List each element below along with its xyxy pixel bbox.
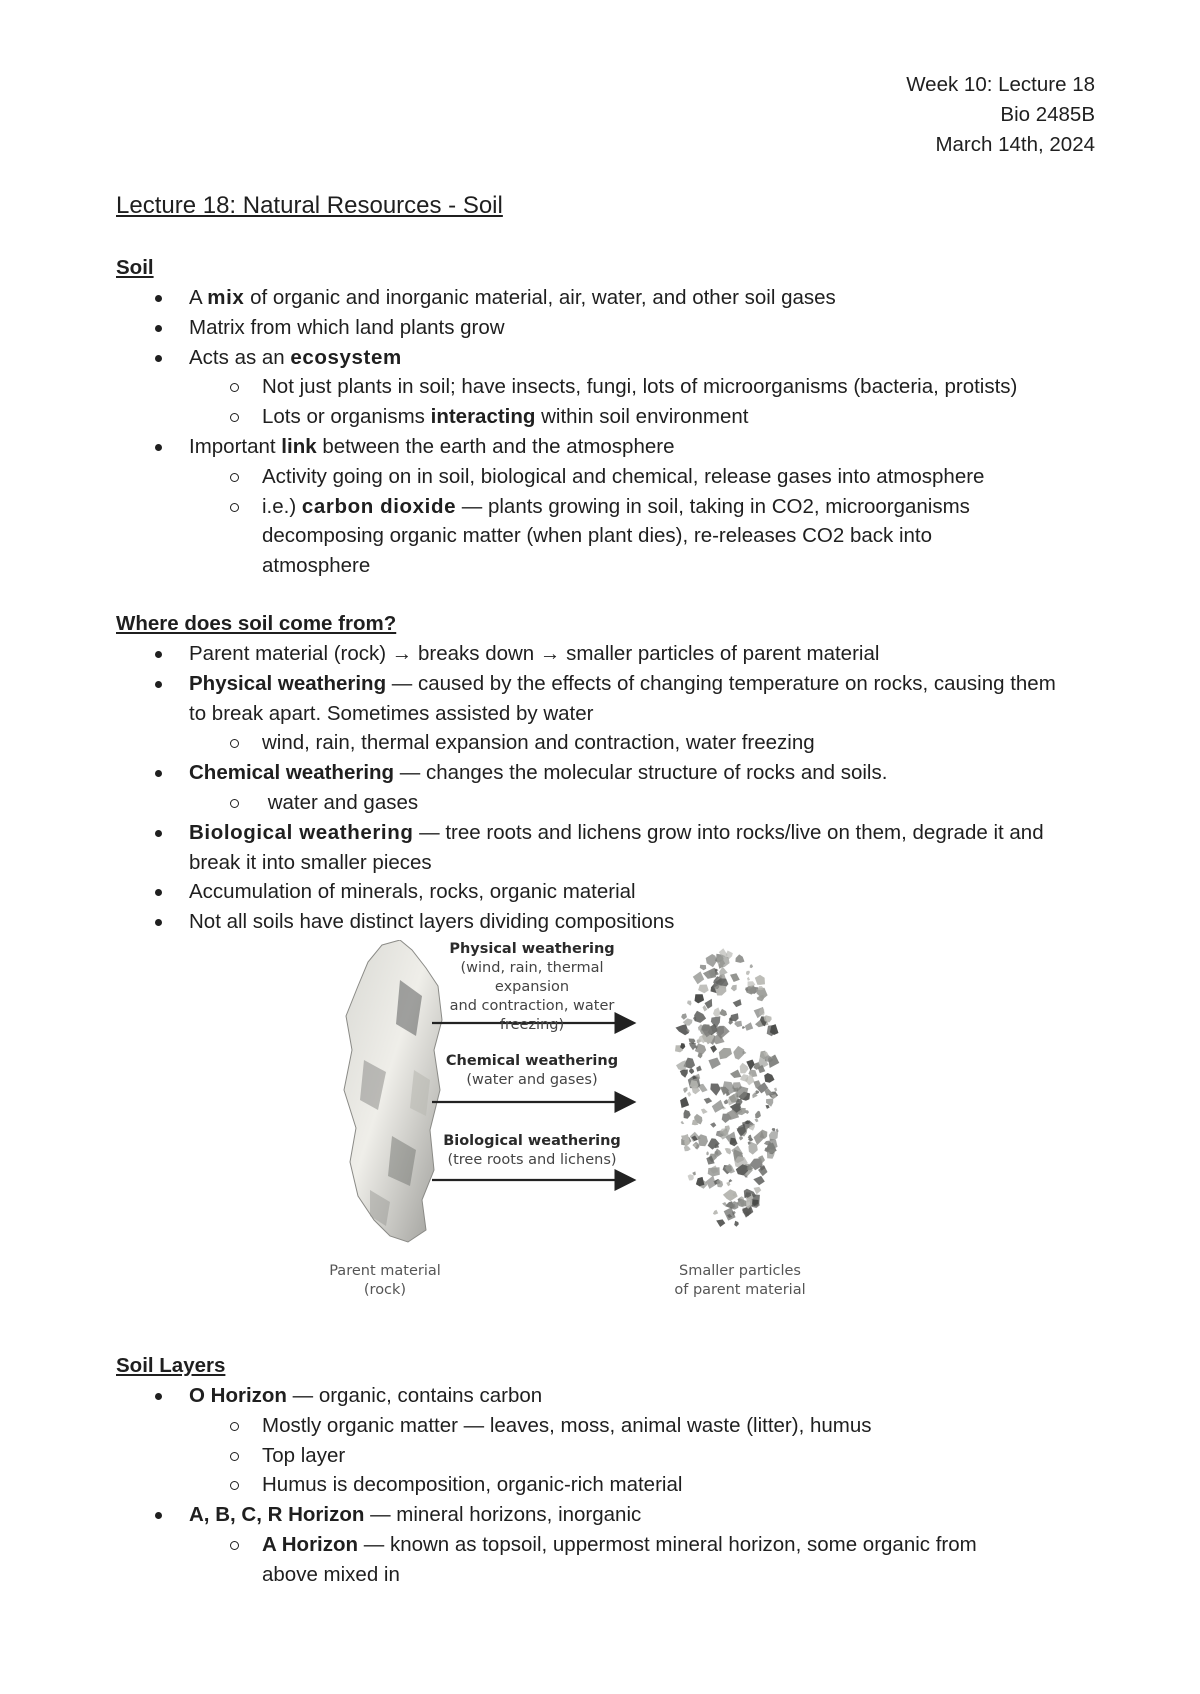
rock-particle xyxy=(700,965,706,970)
course-line: Bio 2485B xyxy=(1000,103,1095,126)
rock-particle xyxy=(696,1177,705,1186)
section-soil-origin xyxy=(116,609,1096,937)
sub-list-item: Activity going on in soil, biological and chemical, release gases into atmosphere xyxy=(189,462,1096,492)
section-soil-layers xyxy=(116,1351,1096,1590)
rock-particle xyxy=(755,1111,761,1118)
sub-list-item: Lots or organisms interacting within soil environment xyxy=(189,402,1096,432)
rock-particle xyxy=(710,1084,720,1096)
sub-list-item: Top layer xyxy=(189,1441,1096,1471)
list-item: Not all soils have distinct layers dividing compositions xyxy=(116,907,1096,937)
rock-particle xyxy=(747,977,750,981)
list-item: Parent material (rock) → breaks down → smaller particles of parent material xyxy=(116,639,1096,669)
rock-particle xyxy=(704,1098,713,1104)
label-biological: Biological weathering (tree roots and lichens) xyxy=(443,1133,621,1168)
rock-particle xyxy=(719,1048,732,1059)
rock-particle xyxy=(764,1073,774,1083)
rock-particle xyxy=(755,1090,759,1094)
rock-particle xyxy=(710,1045,717,1053)
rock-particle xyxy=(698,1134,708,1146)
rock-particle xyxy=(689,1043,696,1050)
rock-particle xyxy=(713,1007,721,1017)
rock-particle xyxy=(713,1210,718,1215)
rock-particle xyxy=(688,1174,694,1180)
rock-particle xyxy=(730,1070,741,1079)
rock-particle xyxy=(716,1219,725,1227)
list-item: Chemical weathering — changes the molecular structure of rocks and soils. water and gases xyxy=(116,758,1096,818)
rock-particle xyxy=(730,1013,739,1021)
sub-list-item: Not just plants in soil; have insects, fungi, lots of microorganisms (bacteria, protists) xyxy=(189,372,1096,402)
weathering-figure xyxy=(330,940,830,1320)
caption-parent-material: Parent material (rock) xyxy=(329,1263,441,1298)
rock-particle xyxy=(676,1060,686,1071)
rock-particle xyxy=(733,1046,744,1060)
rock-particle xyxy=(754,1187,762,1195)
rock-particle xyxy=(724,1099,729,1104)
rock-particle xyxy=(714,1149,722,1157)
rock-particle xyxy=(689,1068,694,1074)
rock-particle xyxy=(684,1110,691,1119)
rock-particle xyxy=(766,1105,770,1109)
rock-particle xyxy=(694,1011,706,1023)
rock-particle xyxy=(703,968,716,979)
rock-particle xyxy=(698,985,709,994)
rock-particle xyxy=(680,1097,689,1108)
sub-list xyxy=(116,788,1096,818)
list-item: O Horizon — organic, contains carbon Mostly organic matter — leaves, moss, animal waste (litter), humus Top layer Humus is decomposition, organic-rich material xyxy=(116,1381,1096,1500)
sub-list-item: Humus is decomposition, organic-rich material xyxy=(189,1470,1096,1500)
date-line: March 14th, 2024 xyxy=(935,133,1095,156)
rock-particle xyxy=(735,954,744,963)
rock-particle xyxy=(755,975,765,985)
rock-particle xyxy=(753,1176,765,1185)
rock-particle xyxy=(774,1088,777,1092)
rock-particle xyxy=(698,1053,703,1059)
origin-list xyxy=(116,639,1096,937)
rock-particle xyxy=(708,1167,720,1176)
rock-particle xyxy=(712,1100,724,1113)
rock-particle xyxy=(734,1021,742,1027)
page-title: Lecture 18: Natural Resources - Soil xyxy=(116,192,503,219)
list-item: Acts as an ecosystem Not just plants in soil; have insects, fungi, lots of microorganisms (bacteria, protists) Lots or organisms interacting within soil environment xyxy=(116,343,1096,432)
rock-particle xyxy=(708,1058,720,1070)
sub-list xyxy=(116,1530,1096,1590)
rock-particle xyxy=(733,999,742,1007)
rock-particle xyxy=(750,964,753,968)
list-item: Biological weathering — tree roots and lichens grow into rocks/live on them, degrade it and break it into smaller pieces xyxy=(116,818,1096,878)
sub-list-item: wind, rain, thermal expansion and contraction, water freezing xyxy=(189,728,1076,758)
soil-list xyxy=(116,283,1096,581)
week-line: Week 10: Lecture 18 xyxy=(906,73,1095,96)
rock-particle xyxy=(687,1092,691,1097)
section-heading-soil: Soil xyxy=(116,256,154,279)
rock-particle xyxy=(684,1145,691,1151)
list-item: A, B, C, R Horizon — mineral horizons, inorganic A Horizon — known as topsoil, uppermost mineral horizon, some organic from above mixed in xyxy=(116,1500,1096,1589)
list-item: Matrix from which land plants grow xyxy=(116,313,1096,343)
rock-particle xyxy=(720,1009,728,1016)
rock-particle xyxy=(692,1171,696,1175)
rock-particle xyxy=(680,1070,688,1078)
caption-smaller-particles: Smaller particles of parent material xyxy=(674,1263,806,1298)
list-item: Accumulation of minerals, rocks, organic material xyxy=(116,877,1096,907)
rock-particle xyxy=(730,973,740,982)
rock-particle xyxy=(730,1138,738,1147)
rock-particle xyxy=(716,1179,723,1187)
rock-particle xyxy=(767,1139,778,1150)
sub-list xyxy=(116,1411,1096,1500)
particles-image xyxy=(675,948,779,1227)
sub-list-item: Mostly organic matter — leaves, moss, animal waste (litter), humus xyxy=(189,1411,1096,1441)
rock-particle xyxy=(710,1122,716,1128)
rock-particle xyxy=(740,1063,749,1074)
sub-list xyxy=(189,462,1096,581)
rock-particle xyxy=(693,971,704,984)
rock-particle xyxy=(746,971,750,975)
rock-particle xyxy=(696,1066,702,1072)
document-header xyxy=(906,70,1095,160)
rock-particle xyxy=(726,1182,730,1187)
rock-particle xyxy=(731,985,737,992)
list-item: A mix of organic and inorganic material, air, water, and other soil gases xyxy=(116,283,1096,313)
rock-particle xyxy=(706,1175,716,1189)
rock-particle xyxy=(681,1121,685,1124)
rock-particle xyxy=(683,1018,693,1025)
list-item: Important link between the earth and the atmosphere Activity going on in soil, biological and chemical, release gases into atmosphere i.e.) carbon dioxide — plants growing in soil, taking in CO2, microorganisms decomposing organic matter (when plant dies), re-releases CO2 back into atmosphere xyxy=(116,432,1096,581)
list-item: Physical weathering — caused by the effects of changing temperature on rocks, causing them to break apart. Sometimes assisted by water wind, rain, thermal expansion and contraction, water freezing xyxy=(116,669,1096,758)
rock-particle xyxy=(683,1087,687,1093)
rock-particle xyxy=(723,1189,738,1201)
sub-list xyxy=(116,728,1076,758)
rock-particle xyxy=(742,1026,745,1029)
rock-particle xyxy=(748,1135,752,1139)
rock-particle xyxy=(734,1221,739,1227)
rock-particle xyxy=(695,994,705,1003)
sub-list-item: A Horizon — known as topsoil, uppermost mineral horizon, some organic from above mixed in xyxy=(189,1530,1096,1590)
section-heading-layers: Soil Layers xyxy=(116,1354,226,1377)
rock-particle xyxy=(706,1151,709,1155)
rock-particle xyxy=(701,1109,708,1115)
label-physical: Physical weathering (wind, rain, thermal expansion and contraction, water freezing) xyxy=(449,941,615,1033)
section-soil xyxy=(116,253,1096,581)
rock-particle xyxy=(681,1013,687,1019)
layers-list xyxy=(116,1381,1096,1590)
rock-particle xyxy=(739,1137,743,1141)
rock-particle xyxy=(772,1128,776,1132)
rock-particle xyxy=(745,1022,753,1031)
rock-particle xyxy=(725,1148,731,1155)
rock-particle xyxy=(687,1001,692,1006)
sub-list-item: i.e.) carbon dioxide — plants growing in soil, taking in CO2, microorganisms decomposing organic matter (when plant dies), re-releases CO2 back into atmosphere xyxy=(189,492,1096,581)
section-heading-origin: Where does soil come from? xyxy=(116,612,397,635)
rock-particle xyxy=(755,1118,759,1122)
rock-particle xyxy=(729,1179,733,1183)
rock-particle xyxy=(706,954,718,967)
sub-list xyxy=(189,372,1096,432)
label-chemical: Chemical weathering (water and gases) xyxy=(445,1053,619,1088)
rock-particle xyxy=(708,1138,720,1149)
sub-list-item: water and gases xyxy=(189,788,1096,818)
